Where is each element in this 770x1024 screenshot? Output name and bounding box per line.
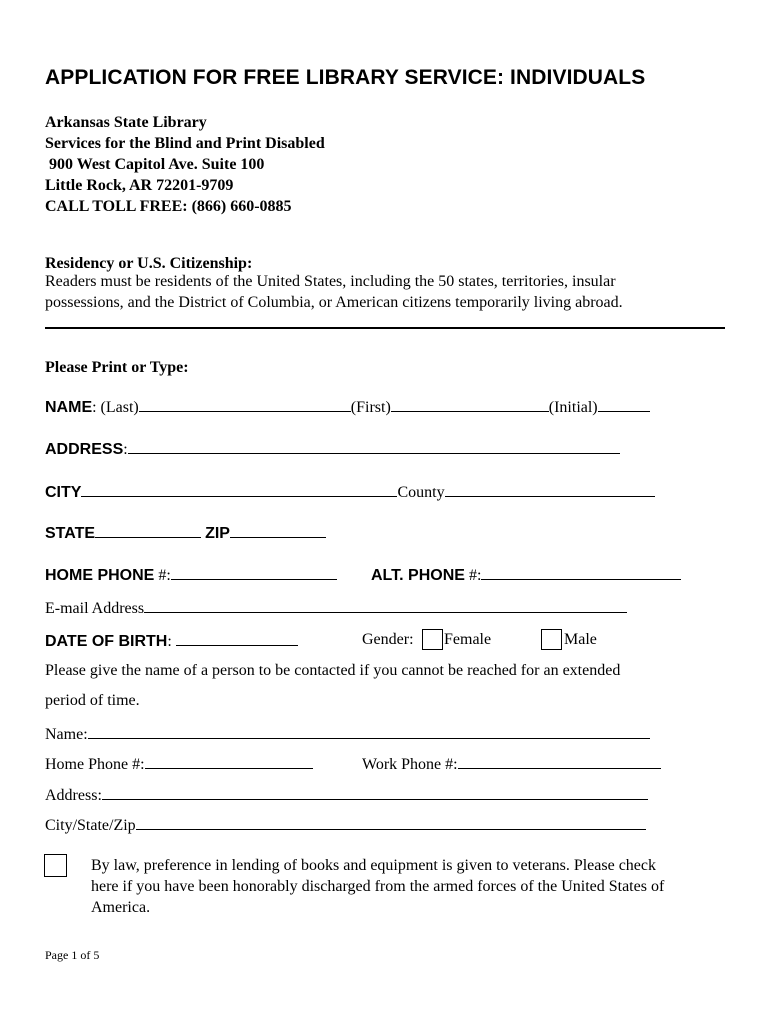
state-zip-row: [45, 523, 326, 543]
residency-text-line-2: possessions, and the District of Columbia, or American citizens temporarily living abroad.: [45, 294, 623, 311]
contact-name-row: [45, 724, 650, 744]
county-field[interactable]: [445, 482, 655, 497]
male-checkbox[interactable]: [541, 629, 562, 650]
contact-work-phone-label: Work Phone #:: [362, 756, 458, 773]
page-number: Page 1 of 5: [45, 948, 100, 962]
veteran-text-line-1: By law, preference in lending of books and equipment is given to veterans. Please check: [91, 857, 657, 874]
female-label: Female: [444, 631, 492, 648]
zip-field[interactable]: [230, 523, 326, 538]
alt-phone-suffix: #:: [464, 567, 482, 584]
zip-label: ZIP: [205, 525, 230, 542]
contact-home-phone-row: [45, 754, 313, 774]
org-city: Little Rock, AR 72201-9709: [45, 177, 234, 194]
print-prompt: Please Print or Type:: [45, 359, 189, 376]
contact-name-label: Name:: [45, 726, 88, 743]
residency-heading: Residency or U.S. Citizenship:: [45, 255, 253, 272]
contact-address-row: [45, 785, 648, 805]
email-label: E-mail Address: [45, 600, 145, 617]
home-phone-field[interactable]: [171, 565, 337, 580]
veteran-checkbox[interactable]: [44, 854, 67, 877]
contact-city-state-zip-label: City/State/Zip: [45, 817, 136, 834]
section-divider: [45, 327, 725, 329]
contact-home-phone-label: Home Phone #:: [45, 756, 145, 773]
contact-address-label: Address:: [45, 787, 102, 804]
last-name-label: : (Last): [92, 399, 139, 416]
name-label: NAME: [45, 399, 93, 416]
home-phone-label: HOME PHONE: [45, 567, 155, 584]
contact-instruction-line-1: Please give the name of a person to be contacted if you cannot be reached for an extended: [45, 662, 621, 679]
contact-home-phone-field[interactable]: [145, 754, 313, 769]
alt-phone-row: [371, 565, 681, 585]
org-name: Arkansas State Library: [45, 114, 207, 131]
alt-phone-field[interactable]: [481, 565, 681, 580]
gender-label: Gender:: [362, 631, 414, 648]
contact-city-row: [45, 815, 646, 835]
first-name-label: (First): [350, 399, 391, 416]
email-row: [45, 598, 627, 618]
state-field[interactable]: [95, 523, 201, 538]
female-checkbox[interactable]: [422, 629, 443, 650]
veteran-text-line-3: America.: [91, 899, 151, 916]
male-label: Male: [564, 631, 597, 648]
home-phone-row: [45, 565, 337, 585]
address-label: ADDRESS: [45, 441, 124, 458]
initial-field[interactable]: [598, 397, 650, 412]
contact-name-field[interactable]: [88, 724, 650, 739]
org-department: Services for the Blind and Print Disabled: [45, 135, 325, 152]
email-field[interactable]: [144, 598, 627, 613]
dob-field[interactable]: [176, 631, 298, 646]
last-name-field[interactable]: [139, 397, 351, 412]
state-label: STATE: [45, 525, 96, 542]
address-colon: :: [123, 441, 128, 458]
city-label: CITY: [45, 484, 82, 501]
contact-instruction-line-2: period of time.: [45, 692, 140, 709]
org-street: 900 West Capitol Ave. Suite 100: [45, 156, 265, 173]
county-label: County: [397, 484, 445, 501]
veteran-text-line-2: here if you have been honorably discharged from the armed forces of the United States of: [91, 878, 665, 895]
dob-row: [45, 631, 298, 651]
contact-address-field[interactable]: [102, 785, 648, 800]
residency-text-line-1: Readers must be residents of the United States, including the 50 states, territories, insular: [45, 273, 616, 290]
address-row: [45, 439, 620, 459]
first-name-field[interactable]: [391, 397, 549, 412]
contact-work-phone-field[interactable]: [458, 754, 661, 769]
alt-phone-label: ALT. PHONE: [371, 567, 465, 584]
dob-colon: :: [167, 633, 176, 650]
org-phone: CALL TOLL FREE: (866) 660-0885: [45, 198, 292, 215]
address-field[interactable]: [128, 439, 620, 454]
contact-work-phone-row: [362, 754, 661, 774]
form-title: APPLICATION FOR FREE LIBRARY SERVICE: INDIVIDUALS: [45, 66, 646, 89]
home-phone-suffix: #:: [154, 567, 171, 584]
dob-label: DATE OF BIRTH: [45, 633, 168, 650]
name-row: [45, 397, 650, 417]
initial-label: (Initial): [548, 399, 598, 416]
city-row: [45, 482, 655, 502]
city-field[interactable]: [81, 482, 397, 497]
contact-city-state-zip-field[interactable]: [136, 815, 646, 830]
